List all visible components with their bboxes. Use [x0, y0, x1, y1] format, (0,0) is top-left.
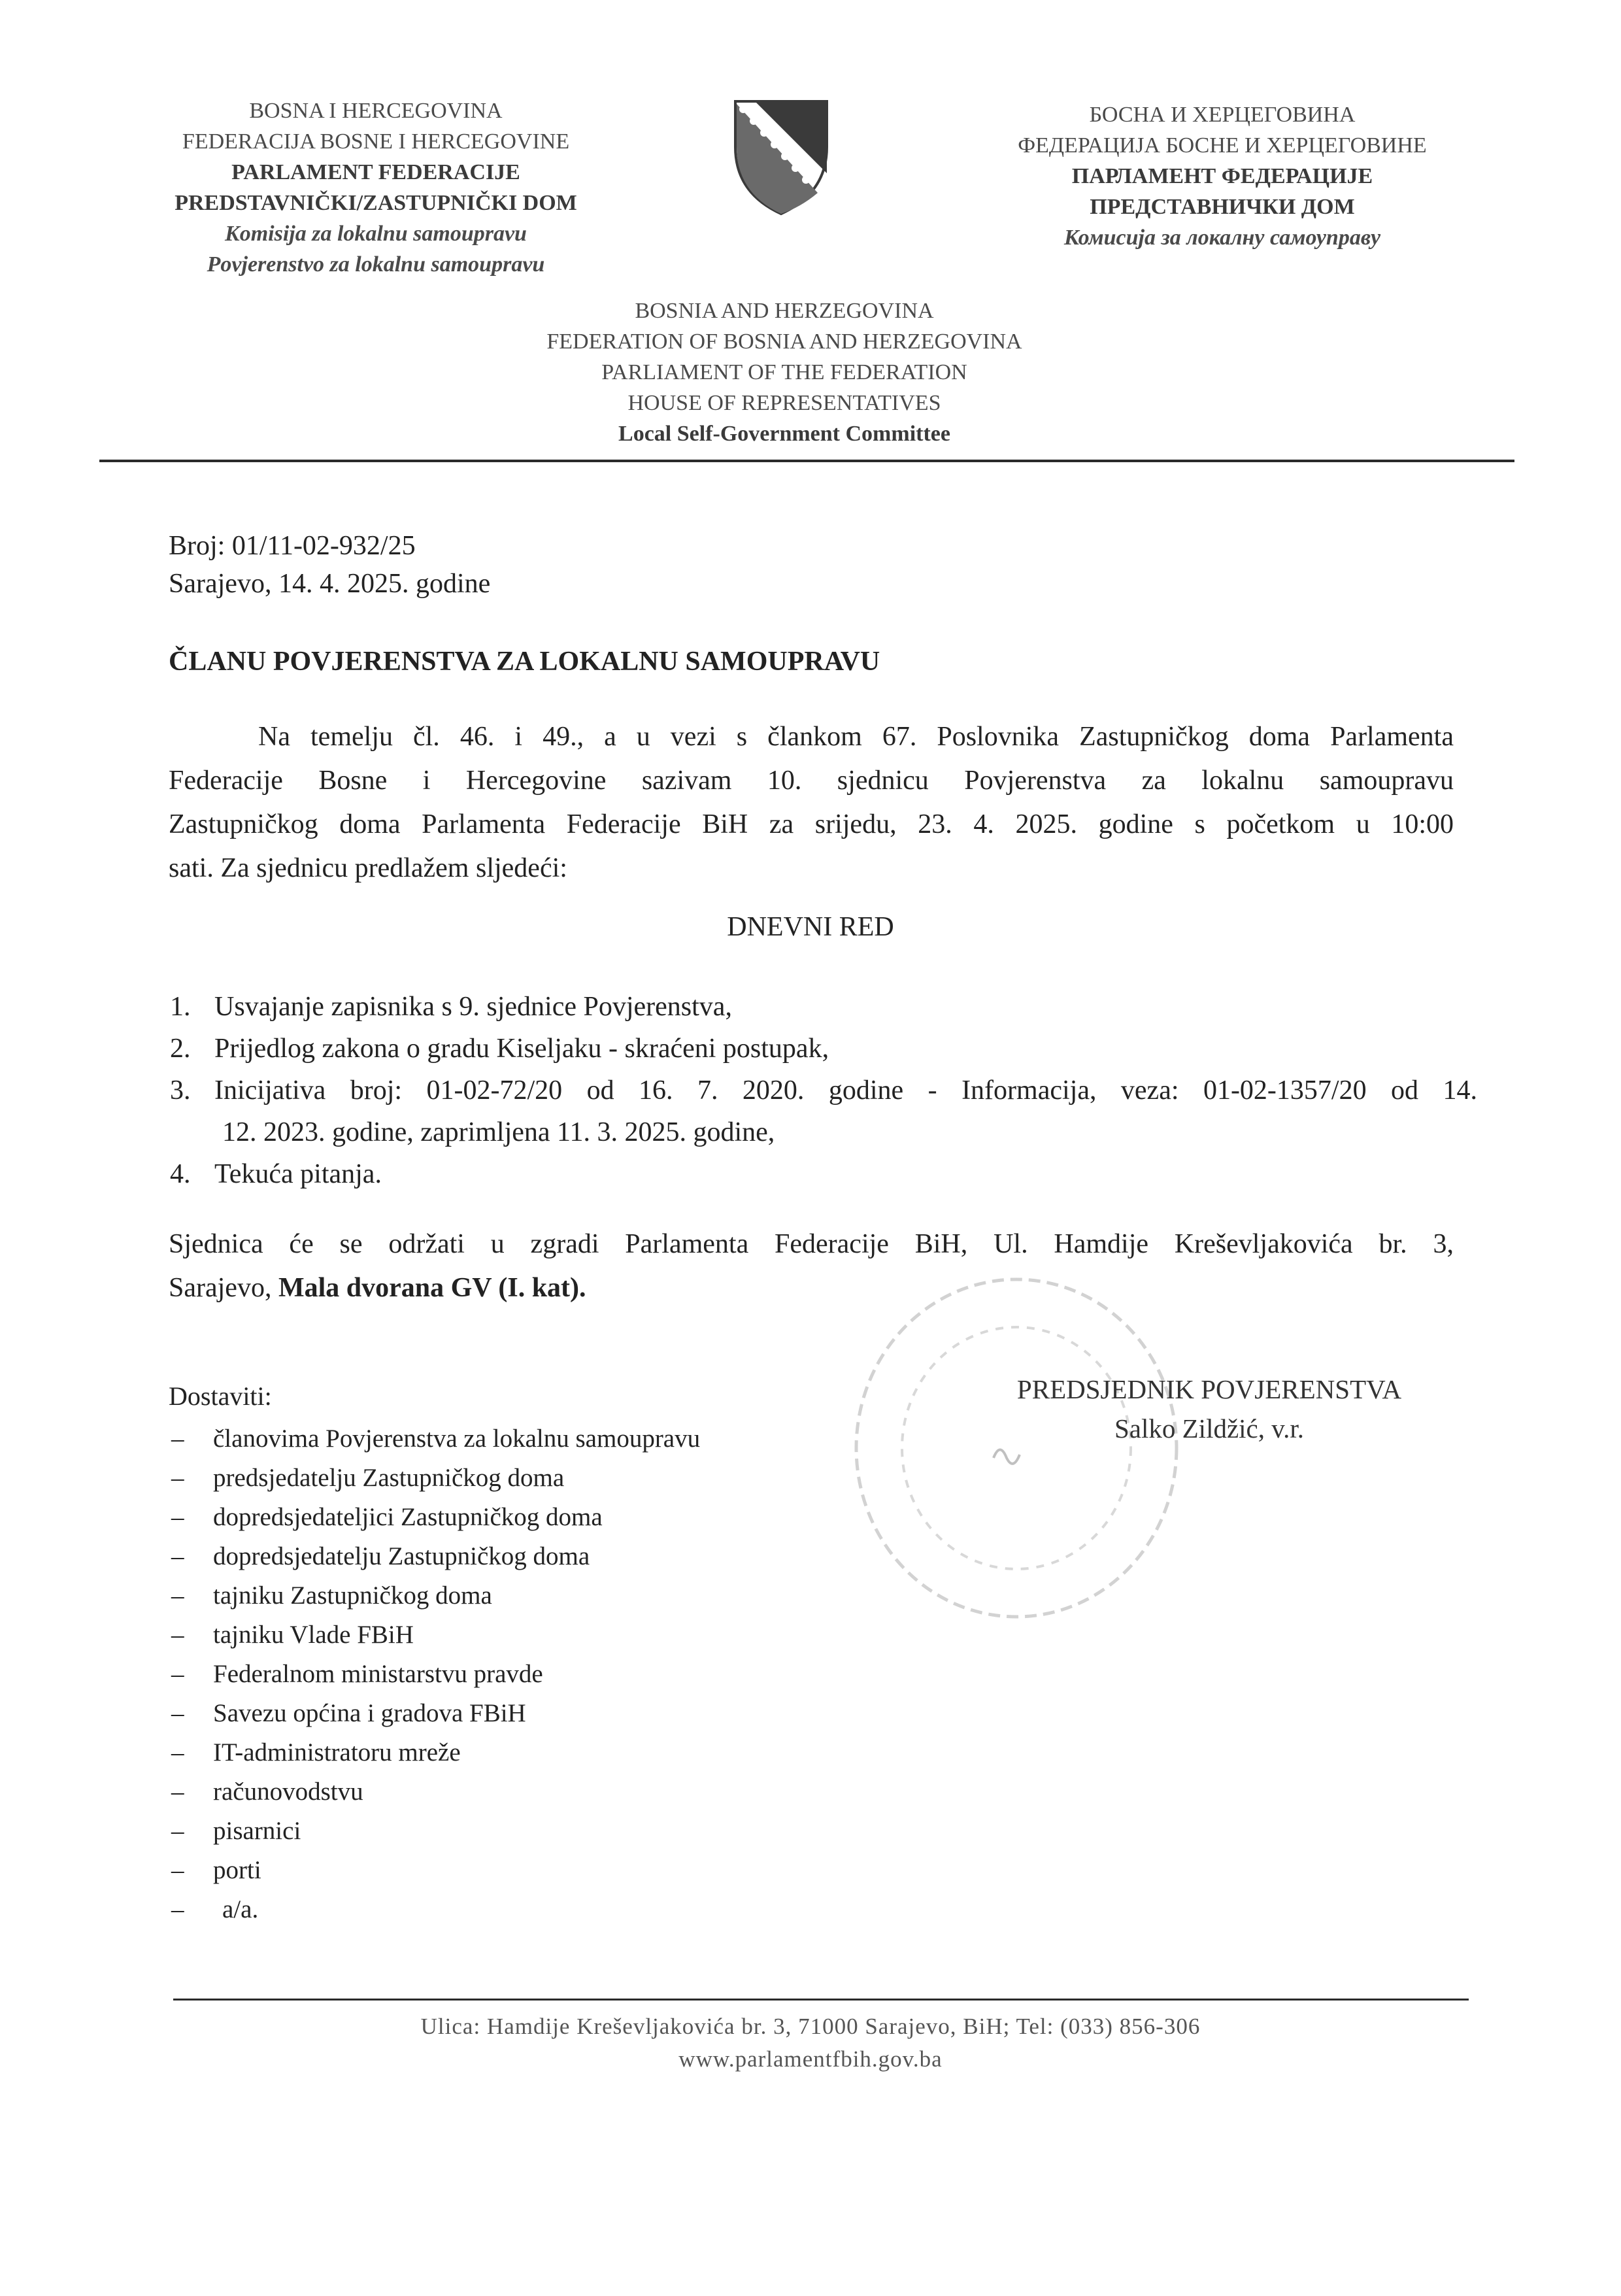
agenda-item-number: 1. [170, 992, 191, 1022]
document-place-date: Sarajevo, 14. 4. 2025. godine [169, 569, 491, 599]
dash-bullet-icon: – [171, 1464, 184, 1492]
distribution-item [171, 1423, 701, 1455]
distribution-item-text: tajniku Vlade FBiH [213, 1621, 414, 1649]
location-city: Sarajevo, [169, 1273, 278, 1303]
header-left [111, 95, 641, 280]
distribution-item [171, 1815, 301, 1848]
dash-bullet-icon: – [171, 1503, 184, 1531]
header-english [418, 295, 1150, 449]
distribution-item [171, 1579, 492, 1612]
header-right-line-5: Комисија за локалну самоуправу [1063, 226, 1381, 250]
distribution-item [171, 1893, 259, 1926]
header-english-line-2: FEDERATION OF BOSNIA AND HERZEGOVINA [546, 329, 1022, 354]
distribution-item-text: porti [213, 1856, 261, 1884]
header-left-line-1: BOSNA I HERCEGOVINA [249, 99, 503, 123]
agenda-item-text: Tekuća pitanja. [214, 1159, 382, 1189]
agenda-item-number: 4. [170, 1159, 191, 1189]
header-english-line-5: Local Self-Government Committee [618, 422, 950, 446]
distribution-item-text: tajniku Zastupničkog doma [213, 1581, 492, 1610]
header-right [948, 99, 1497, 253]
dash-bullet-icon: – [171, 1581, 184, 1610]
distribution-item-text: Savezu općina i gradova FBiH [213, 1699, 526, 1727]
signature-block [954, 1370, 1464, 1448]
signature-title: PREDSJEDNIK POVJERENSTVA [1016, 1374, 1402, 1404]
dash-bullet-icon: – [171, 1778, 184, 1806]
intro-line-2: Federacije Bosne i Hercegovine sazivam 10. sjednicu Povjerenstva za lokalnu samoupravu [169, 766, 1454, 796]
distribution-item-text: članovima Povjerenstva za lokalnu samoupravu [213, 1425, 701, 1453]
header-english-line-4: HOUSE OF REPRESENTATIVES [627, 391, 941, 415]
agenda-item-number: 3. [170, 1075, 191, 1106]
distribution-item-text: IT-administratoru mreže [213, 1738, 461, 1766]
header-left-line-6: Povjerenstvo za lokalnu samoupravu [207, 252, 545, 277]
distribution-item-text: Federalnom ministarstvu pravde [213, 1660, 543, 1688]
header-left-line-5: Komisija za lokalnu samoupravu [225, 222, 527, 246]
agenda-item-text: Inicijativa broj: 01-02-72/20 od 16. 7. 2020. godine - Informacija, veza: 01-02-1357/20 od 14. [214, 1075, 1477, 1106]
header-right-line-4: ПРЕДСТАВНИЧКИ ДОМ [1090, 195, 1355, 219]
intro-paragraph [169, 715, 1454, 890]
distribution-item-text: pisarnici [213, 1817, 301, 1845]
header-right-line-3: ПАРЛАМЕНТ ФЕДЕРАЦИЈЕ [1071, 164, 1373, 188]
dash-bullet-icon: – [171, 1738, 184, 1766]
agenda-title: DNEVNI RED [727, 912, 894, 942]
header-left-line-2: FEDERACIJA BOSNE I HERCEGOVINE [182, 129, 570, 154]
intro-line-1: Na temelju čl. 46. i 49., a u vezi s člankom 67. Poslovnika Zastupničkog doma Parlamenta [258, 722, 1454, 752]
distribution-item [171, 1736, 461, 1769]
agenda-item-number: 2. [170, 1034, 191, 1064]
distribution-item-text: dopredsjedateljici Zastupničkog doma [213, 1503, 603, 1531]
location-line-2 [169, 1266, 1454, 1310]
distribution-item-text: računovodstvu [213, 1778, 363, 1806]
dash-bullet-icon: – [171, 1895, 184, 1923]
location-hall: Mala dvorana GV (I. kat). [278, 1273, 586, 1303]
distribution-item-text: a/a. [222, 1895, 259, 1923]
distribution-item [171, 1619, 414, 1651]
header-left-line-4: PREDSTAVNIČKI/ZASTUPNIČKI DOM [175, 191, 577, 215]
distribution-item [171, 1540, 590, 1573]
footer-address: Ulica: Hamdije Kreševljakovića br. 3, 71000 Sarajevo, BiH; Tel: (033) 856-306 [420, 2014, 1201, 2039]
agenda-item-text: Usvajanje zapisnika s 9. sjednice Povjerenstva, [214, 992, 732, 1022]
distribution-item [171, 1658, 543, 1691]
footer-divider [173, 1999, 1469, 2001]
intro-line-4: sati. Za sjednicu predlažem sljedeći: [169, 853, 567, 883]
distribution-item [171, 1501, 603, 1534]
header-left-line-3: PARLAMENT FEDERACIJE [231, 160, 520, 184]
dash-bullet-icon: – [171, 1856, 184, 1884]
addressee-heading: ČLANU POVJERENSTVA ZA LOKALNU SAMOUPRAVU [169, 647, 880, 677]
location-line-1: Sjednica će se održati u zgradi Parlamenta Federacije BiH, Ul. Hamdije Kreševljakovića br. 3, [169, 1229, 1454, 1259]
footer-website: www.parlamentfbih.gov.ba [678, 2046, 943, 2072]
distribution-item [171, 1854, 261, 1887]
distribution-item [171, 1697, 526, 1730]
agenda-item-text: Prijedlog zakona o gradu Kiseljaku - skraćeni postupak, [214, 1034, 829, 1064]
signature-name: Salko Zildžić, v.r. [1114, 1413, 1304, 1443]
dash-bullet-icon: – [171, 1660, 184, 1688]
agenda-item-text-continued: 12. 2023. godine, zaprimljena 11. 3. 2025. godine, [222, 1117, 775, 1147]
dash-bullet-icon: – [171, 1699, 184, 1727]
document-number: Broj: 01/11-02-932/25 [169, 531, 416, 561]
session-location [169, 1223, 1454, 1310]
header-english-line-3: PARLIAMENT OF THE FEDERATION [601, 360, 967, 384]
coat-of-arms-icon [729, 95, 833, 219]
header-divider [99, 460, 1514, 462]
distribution-title: Dostaviti: [169, 1381, 272, 1411]
distribution-item [171, 1776, 363, 1808]
dash-bullet-icon: – [171, 1542, 184, 1570]
header-right-line-1: БОСНА И ХЕРЦЕГОВИНА [1089, 103, 1356, 127]
dash-bullet-icon: – [171, 1621, 184, 1649]
dash-bullet-icon: – [171, 1817, 184, 1845]
header-english-line-1: BOSNIA AND HERZEGOVINA [635, 299, 934, 323]
distribution-item [171, 1462, 565, 1494]
distribution-item-text: predsjedatelju Zastupničkog doma [213, 1464, 565, 1492]
distribution-item-text: dopredsjedatelju Zastupničkog doma [213, 1542, 590, 1570]
dash-bullet-icon: – [171, 1425, 184, 1453]
intro-line-3: Zastupničkog doma Parlamenta Federacije BiH za srijedu, 23. 4. 2025. godine s početkom u 10:00 [169, 809, 1454, 839]
header-right-line-2: ФЕДЕРАЦИЈА БОСНЕ И ХЕРЦЕГОВИНЕ [1018, 133, 1427, 158]
